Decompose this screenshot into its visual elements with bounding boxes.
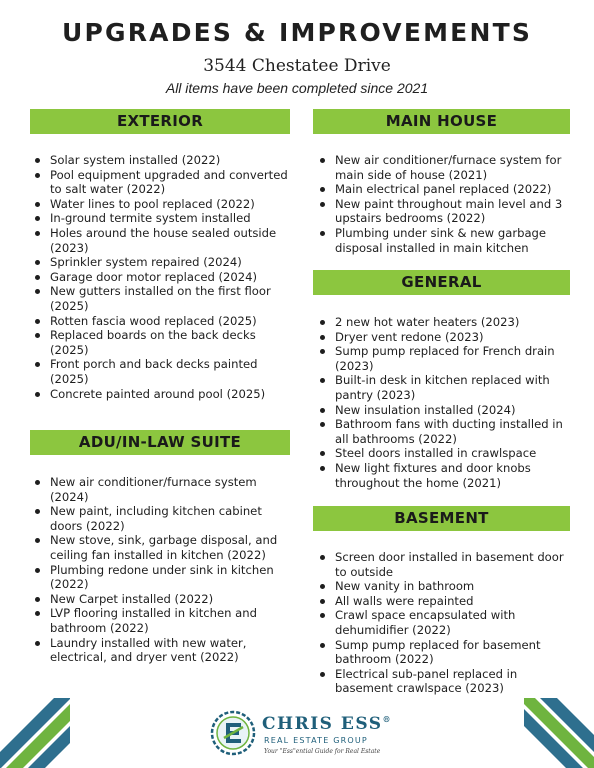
list-item: Main electrical panel replaced (2022) xyxy=(315,182,575,197)
property-address: 3544 Chestatee Drive xyxy=(203,56,391,76)
list-item: All walls were repainted xyxy=(315,594,575,609)
ce-monogram-icon xyxy=(210,710,256,756)
exterior-list xyxy=(30,153,292,401)
list-item: Steel doors installed in crawlspace xyxy=(315,446,575,461)
logo-tagline: Your "Ess"ential Guide for Real Estate xyxy=(264,748,381,755)
list-item: Bathroom fans with ducting installed in all bathrooms (2022) xyxy=(315,417,575,446)
company-logo xyxy=(210,706,393,762)
list-item: Garage door motor replaced (2024) xyxy=(30,270,292,285)
section-header-exterior: EXTERIOR xyxy=(30,109,290,134)
decorative-stripes-right xyxy=(524,698,594,768)
section-header-basement: BASEMENT xyxy=(313,506,570,531)
list-item: New paint, including kitchen cabinet doors (2022) xyxy=(30,504,292,533)
list-item: Plumbing redone under sink in kitchen (2022) xyxy=(30,563,292,592)
list-item: New insulation installed (2024) xyxy=(315,403,575,418)
list-item: Plumbing under sink & new garbage disposal installed in main kitchen xyxy=(315,226,575,255)
list-item: Sump pump replaced for basement bathroom (2022) xyxy=(315,638,575,667)
list-item: Solar system installed (2022) xyxy=(30,153,292,168)
list-item: Dryer vent redone (2023) xyxy=(315,330,575,345)
list-item: Sump pump replaced for French drain (2023) xyxy=(315,344,575,373)
list-item: New Carpet installed (2022) xyxy=(30,592,292,607)
list-item: Water lines to pool replaced (2022) xyxy=(30,197,292,212)
logo-name: CHRIS ESS® xyxy=(262,714,393,734)
list-item: Front porch and back decks painted (2025) xyxy=(30,357,292,386)
list-item: New vanity in bathroom xyxy=(315,579,575,594)
adu-list xyxy=(30,475,292,665)
decorative-stripes-left xyxy=(0,698,70,768)
list-item: New air conditioner/furnace system for main side of house (2021) xyxy=(315,153,575,182)
section-header-general: GENERAL xyxy=(313,270,570,295)
list-item: Sprinkler system repaired (2024) xyxy=(30,255,292,270)
section-header-adu: ADU/IN-LAW SUITE xyxy=(30,430,290,455)
list-item: Replaced boards on the back decks (2025) xyxy=(30,328,292,357)
list-item: Screen door installed in basement door to outside xyxy=(315,550,575,579)
list-item: LVP flooring installed in kitchen and bathroom (2022) xyxy=(30,606,292,635)
general-list xyxy=(315,315,575,490)
list-item: Rotten fascia wood replaced (2025) xyxy=(30,314,292,329)
main-house-list xyxy=(315,153,575,255)
list-item: New air conditioner/furnace system (2024) xyxy=(30,475,292,504)
list-item: New light fixtures and door knobs throughout the home (2021) xyxy=(315,461,575,490)
list-item: Holes around the house sealed outside (2023) xyxy=(30,226,292,255)
list-item: Electrical sub-panel replaced in basement crawlspace (2023) xyxy=(315,667,575,696)
list-item: Built-in desk in kitchen replaced with pantry (2023) xyxy=(315,373,575,402)
page-title: UPGRADES & IMPROVEMENTS xyxy=(61,18,533,47)
basement-list xyxy=(315,550,575,696)
list-item: Concrete painted around pool (2025) xyxy=(30,387,292,402)
list-item: Pool equipment upgraded and converted to salt water (2022) xyxy=(30,168,292,197)
section-header-main-house: MAIN HOUSE xyxy=(313,109,570,134)
list-item: New gutters installed on the first floor (2025) xyxy=(30,284,292,313)
list-item: Laundry installed with new water, electrical, and dryer vent (2022) xyxy=(30,636,292,665)
list-item: New paint throughout main level and 3 upstairs bedrooms (2022) xyxy=(315,197,575,226)
list-item: Crawl space encapsulated with dehumidifier (2022) xyxy=(315,608,575,637)
page-subtitle: All items have been completed since 2021 xyxy=(165,80,429,96)
list-item: 2 new hot water heaters (2023) xyxy=(315,315,575,330)
list-item: New stove, sink, garbage disposal, and ceiling fan installed in kitchen (2022) xyxy=(30,533,292,562)
list-item: In-ground termite system installed xyxy=(30,211,292,226)
logo-subtitle: REAL ESTATE GROUP xyxy=(264,736,368,745)
